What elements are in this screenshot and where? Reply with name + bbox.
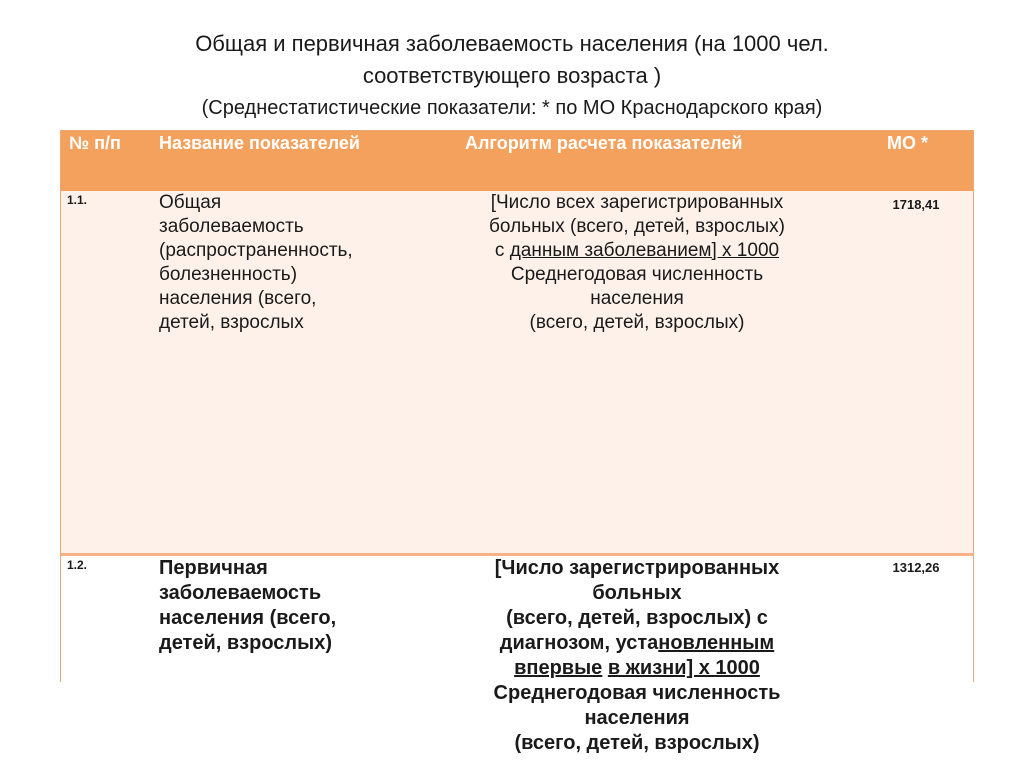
algorithm-text: диагнозом, уста	[499, 632, 659, 654]
header-algorithm: Алгоритм расчета показателей	[465, 133, 743, 153]
table-row	[61, 191, 973, 553]
calculation-algorithm	[445, 556, 829, 756]
indicator-name	[159, 556, 409, 656]
row-number: 1.1.	[67, 193, 88, 207]
indicator-name-line: заболеваемость	[159, 582, 322, 604]
algorithm-line	[445, 239, 829, 263]
algorithm-line: (всего, детей, взрослых)	[514, 732, 760, 754]
indicator-name-line: населения (всего,	[159, 288, 317, 309]
indicator-name-line: детей, взрослых)	[159, 632, 332, 654]
table-header-row	[61, 131, 973, 191]
algorithm-line: населения	[584, 707, 690, 729]
algorithm-line: Среднегодовая численность	[493, 682, 781, 704]
header-mo: МО *	[887, 133, 929, 153]
slide-subtitle: (Среднестатистические показатели: * по МО Краснодарского края)	[201, 97, 823, 119]
header-num: № п/п	[69, 133, 121, 153]
indicator-name-line: заболеваемость	[159, 216, 304, 237]
algorithm-line: больных	[592, 582, 682, 604]
header-name: Название показателей	[159, 133, 360, 153]
indicator-name-line: населения (всего,	[159, 607, 337, 629]
algorithm-line: населения	[590, 288, 684, 309]
row-number: 1.2.	[67, 558, 88, 572]
indicator-name-line: детей, взрослых	[159, 312, 304, 333]
algorithm-line: [Число зарегистрированных	[494, 557, 780, 579]
indicator-name-line: Общая	[159, 192, 222, 213]
indicator-name-line: (распространенность,	[159, 240, 353, 261]
algorithm-line	[445, 656, 829, 681]
slide-title-line-2: соответствующего возраста )	[362, 63, 662, 88]
algorithm-line	[445, 631, 829, 656]
algorithm-text-underlined: впервые	[514, 657, 603, 679]
indicator-name-line: Первичная	[159, 557, 268, 579]
algorithm-text: с	[494, 240, 510, 261]
algorithm-line: [Число всех зарегистрированных	[490, 192, 784, 213]
slide-title-line-1: Общая и первичная заболеваемость населения (на 1000 чел.	[195, 31, 829, 56]
slide-title	[60, 28, 964, 92]
calculation-algorithm	[445, 191, 829, 335]
indicators-table	[60, 130, 974, 754]
mo-value: 1718,41	[892, 197, 940, 212]
algorithm-line: Среднегодовая численность	[510, 264, 764, 285]
indicator-name-line: болезненность)	[159, 264, 298, 285]
indicator-name	[159, 191, 409, 335]
algorithm-text-underlined: в жизни] х 1000	[607, 657, 760, 679]
algorithm-numerator-underlined: данным заболеванием] х 1000	[509, 240, 780, 261]
algorithm-line: (всего, детей, взрослых)	[529, 312, 745, 333]
table-row	[61, 556, 973, 754]
algorithm-text-underlined: новленным	[658, 632, 775, 654]
algorithm-line: больных (всего, детей, взрослых)	[489, 216, 785, 237]
algorithm-line: (всего, детей, взрослых) с	[506, 607, 768, 629]
mo-value: 1312,26	[892, 560, 940, 575]
